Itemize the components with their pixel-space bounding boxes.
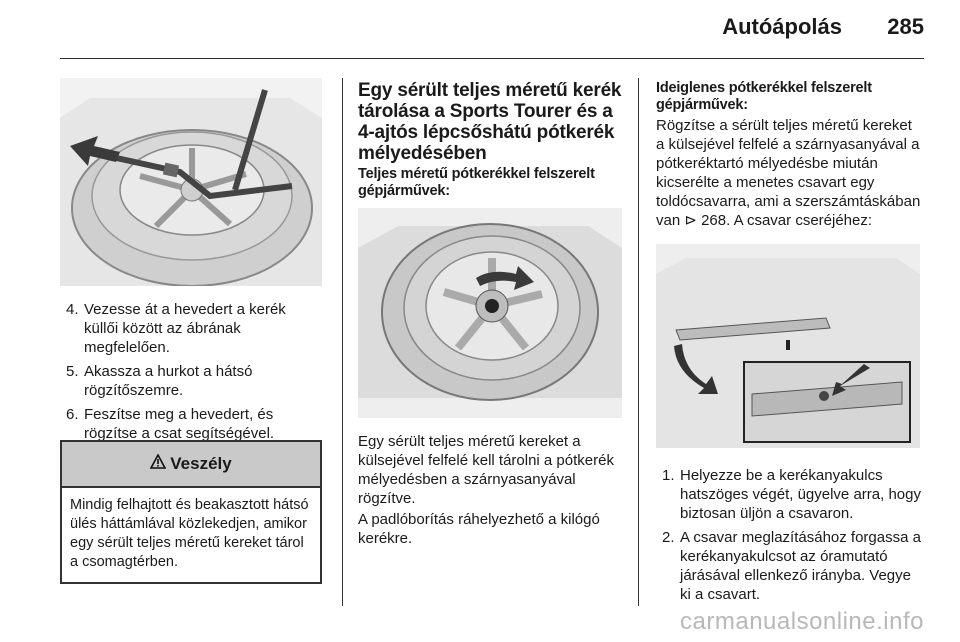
warning-box [60,440,322,584]
page-number: 285 [887,14,924,39]
figure-bolt-replacement [656,244,920,448]
right-steps-list [658,466,924,609]
figure-spare-wheel-well [358,208,622,418]
list-item [658,528,924,604]
paragraph-1: Egy sérült teljes méretű kereket a külsejével felfelé kell tárolni a pótkerék mélyedésben a szárnyasanyával rögzítve. [358,433,614,507]
warning-header [62,442,320,488]
steps-list [62,300,322,448]
step-number: 6. [66,406,79,423]
step-number: 2. [662,529,675,546]
warning-text: Mindig felhajtott és beakasztott hátsó ülés háttámlával közlekedjen, amikor egy sérült teljes méretű kereket tárol a csomagtérben. [70,497,309,570]
step-text: A csavar meglazításához forgassa a kerékanyakulcsot az óramutató járásával ellenkező irányba. Vegye ki a csavart. [680,529,921,603]
paragraph-2: A padlóborítás ráhelyezhető a kilógó kerékre. [358,511,600,547]
column-divider-1 [342,78,343,606]
figure-strap-wheel [60,78,322,286]
list-item [658,466,924,523]
step-number: 1. [662,467,675,484]
step-text: Akassza a hurkot a hátsó rögzítőszemre. [84,363,253,399]
step-number: 5. [66,363,79,380]
right-subheading: Ideiglenes pótkerékkel felszerelt gépjárművek: [656,80,872,113]
step-text: Helyezze be a kerékanyakulcs hatszöges végét, ügyelve arra, hogy biztosan üljön a csavaron. [680,467,921,522]
column-divider-2 [638,78,639,606]
section-heading: Egy sérült teljes méretű kerék tárolása a Sports Tourer és a 4-ajtós lépcsőshátú pótkerék mélyedésében [358,80,622,164]
watermark: carmanualsonline.info [680,608,924,635]
step-text: Feszítse meg a hevedert, és rögzítse a csat segítségével. [84,406,275,442]
warning-triangle-icon [150,454,166,474]
list-item [62,405,322,443]
right-paragraph: Rögzítse a sérült teljes méretű kereket a külsejével felfelé a szárnyasanyával a pótkeréktartó mélyedésbe miután kicserélte a menetes csavart egy toldócsavarra, ami a szerszámtáskában van ⊳ 268. A csavar cseréjéhez: [656,117,921,229]
step-text: Vezesse át a hevedert a kerék küllői között az ábrának megfelelően. [84,301,286,356]
warning-title: Veszély [170,454,232,473]
header-rule [60,58,924,59]
section-subheading: Teljes méretű pótkerékkel felszerelt gépjárművek: [358,166,595,199]
list-item [62,300,322,357]
step-number: 4. [66,301,79,318]
header-title: Autóápolás [722,14,842,39]
list-item [62,362,322,400]
